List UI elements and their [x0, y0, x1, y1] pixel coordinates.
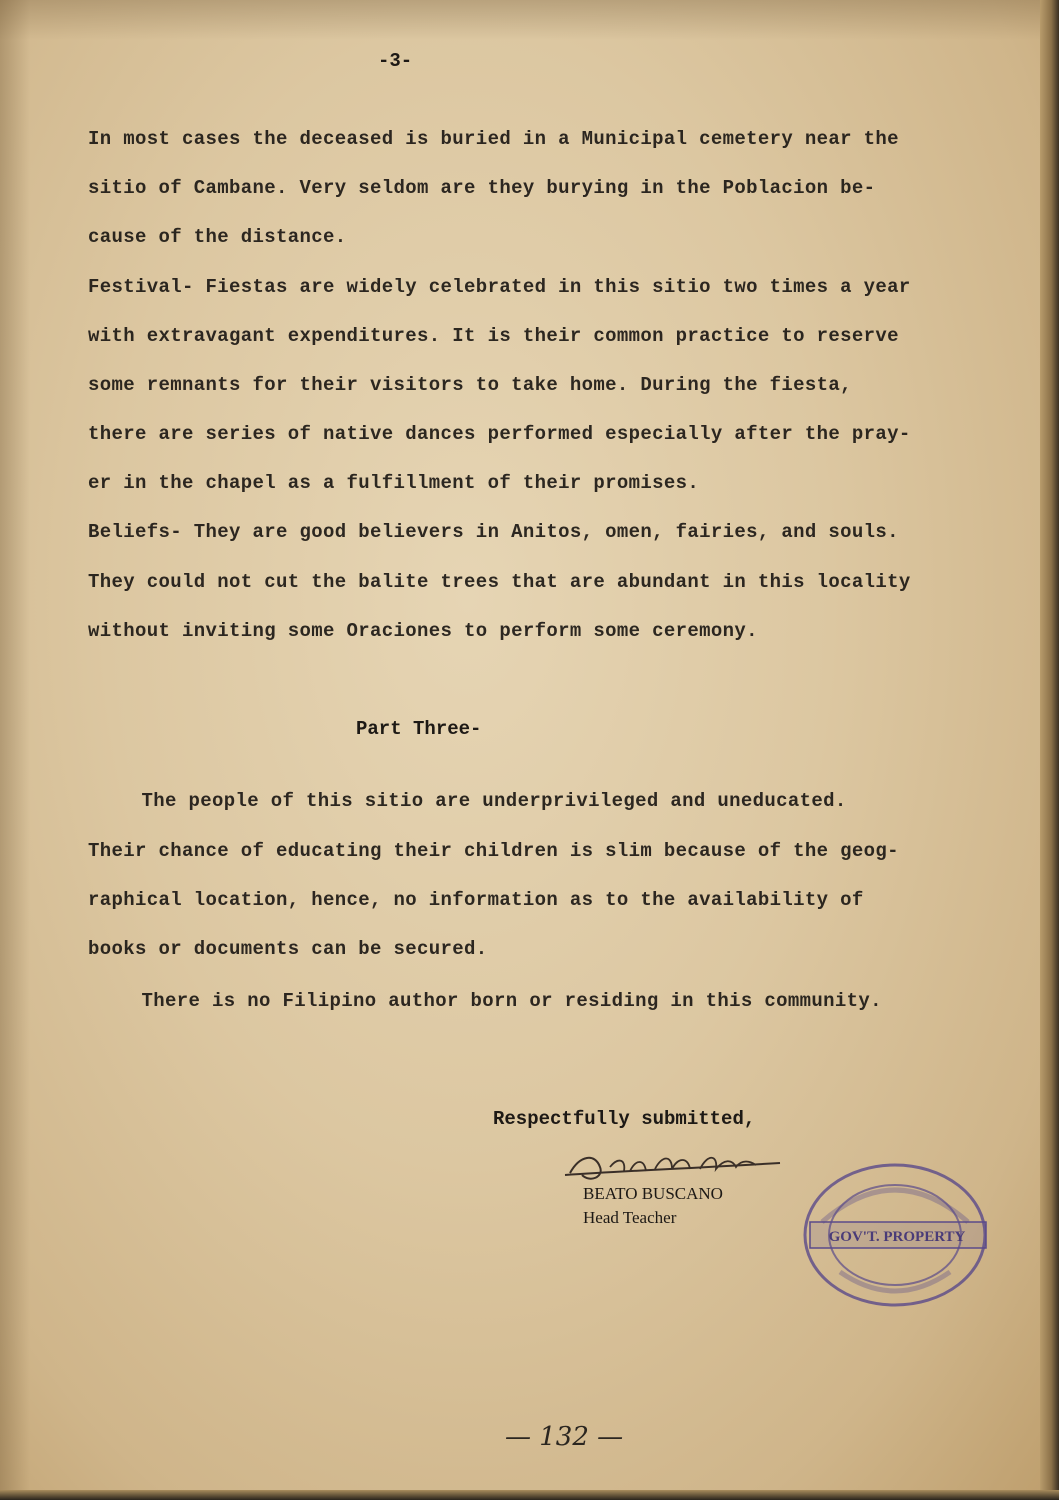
paragraph-line: without inviting some Oraciones to perform some ceremony.: [88, 620, 758, 642]
paragraph-line: with extravagant expenditures. It is their common practice to reserve: [88, 325, 899, 347]
paragraph-line: er in the chapel as a fulfillment of their promises.: [88, 472, 700, 494]
page-edge: [1040, 0, 1059, 1500]
paragraph-line: In most cases the deceased is buried in a Municipal cemetery near the: [88, 128, 899, 150]
paragraph-line: raphical location, hence, no information as to the availability of: [88, 889, 864, 911]
section-heading: Part Three-: [356, 718, 482, 740]
paragraph-line: Beliefs- They are good believers in Anitos, omen, fairies, and souls.: [88, 521, 899, 543]
folio-number: — 132 —: [505, 1422, 624, 1452]
signer-title: Head Teacher: [583, 1208, 677, 1227]
paragraph-line: sitio of Cambane. Very seldom are they burying in the Poblacion be-: [88, 177, 876, 199]
paragraph-line: Festival- Fiestas are widely celebrated in this sitio two times a year: [88, 276, 911, 298]
page-number: -3-: [378, 50, 413, 72]
paragraph-line: The people of this sitio are underprivileged and uneducated.: [118, 790, 847, 812]
paragraph-line: Their chance of educating their children is slim because of the geog-: [88, 840, 899, 862]
closing-salutation: Respectfully submitted,: [493, 1108, 756, 1130]
paragraph-line: there are series of native dances performed especially after the pray-: [88, 423, 911, 445]
paragraph-line: books or documents can be secured.: [88, 938, 488, 960]
paragraph-line: some remnants for their visitors to take home. During the fiesta,: [88, 374, 852, 396]
paragraph-line: cause of the distance.: [88, 226, 347, 248]
paragraph-line: They could not cut the balite trees that are abundant in this locality: [88, 571, 911, 593]
signer-name: BEATO BUSCANO: [583, 1184, 723, 1203]
svg-text:GOV'T. PROPERTY: GOV'T. PROPERTY: [828, 1229, 966, 1245]
paragraph-line: There is no Filipino author born or residing in this community.: [118, 990, 882, 1012]
page-edge: [0, 1490, 1059, 1500]
library-stamp-icon: [800, 1160, 995, 1310]
